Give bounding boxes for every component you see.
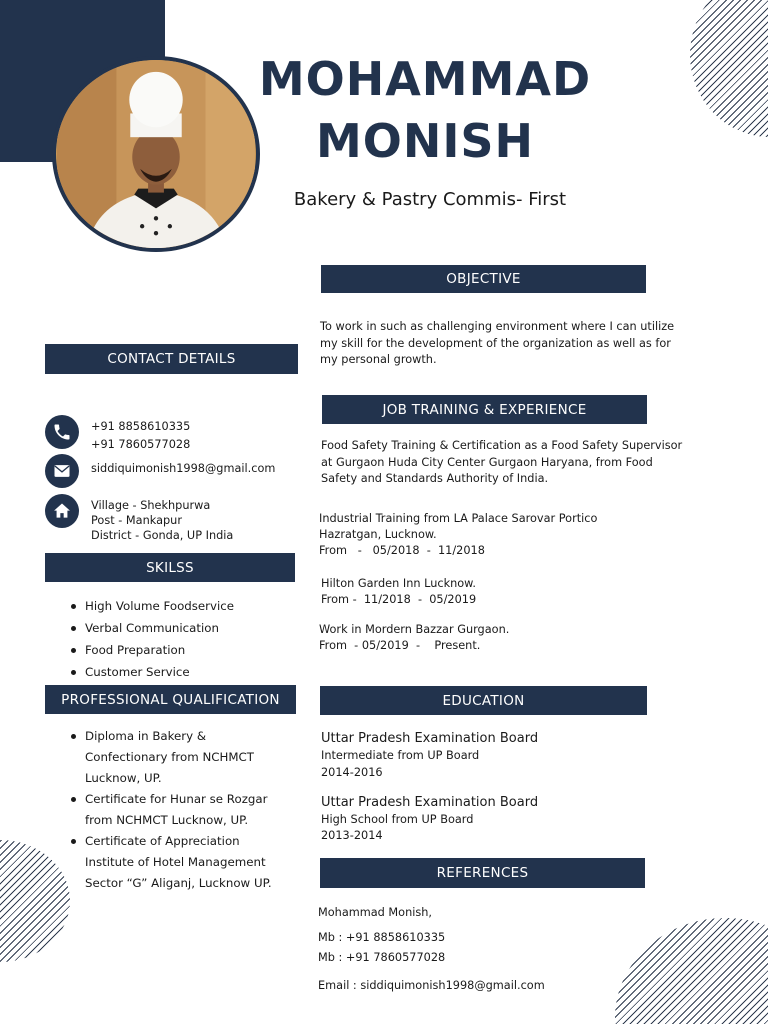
decorative-hatched-circle-bottom-left (0, 840, 70, 962)
job-title: Bakery & Pastry Commis- First (293, 189, 567, 210)
experience-entry-1: Food Safety Training & Certification as a Food Safety Supervisor at Gurgaon Huda City Center Gurgaon Haryana, from Food Safety and Standards Authority of India. (321, 439, 683, 485)
contact-details-heading: CONTACT DETAILS (45, 344, 298, 374)
mail-icon (45, 454, 79, 488)
list-item: Diploma in Bakery & Confectionary from NCHMCT Lucknow, UP. (68, 726, 280, 789)
phone-number-1[interactable]: +91 8858610335 (91, 420, 191, 433)
objective-text: To work in such as challenging environment where I can utilize my skill for the development of the organization as well as for my personal growth. (320, 320, 675, 366)
list-item: Certificate of Appreciation Institute of Hotel Management Sector “G” Aliganj, Lucknow UP. (68, 831, 280, 894)
address-line-2: Post - Mankapur (91, 514, 182, 527)
list-item: High Volume Foodservice (68, 595, 298, 617)
list-item: Certificate for Hunar se Rozgar from NCHMCT Lucknow, UP. (68, 789, 280, 831)
reference-mobile-1[interactable]: Mb : +91 8858610335 (318, 931, 446, 944)
education-board-1: Uttar Pradesh Examination Board (321, 731, 539, 746)
experience-entry-4-dates: From - 05/2019 - Present. (319, 639, 481, 652)
experience-entry-2-title: Industrial Training from LA Palace Sarovar Portico (319, 512, 598, 525)
name-first-line: MOHAMMAD (258, 52, 592, 106)
list-item: Customer Service (68, 661, 298, 683)
chef-portrait-illustration (56, 60, 256, 248)
home-icon (45, 494, 79, 528)
experience-entry-2-location: Hazratgan, Lucknow. (319, 528, 437, 541)
experience-entry-2-dates: From - 05/2018 - 11/2018 (319, 544, 485, 557)
references-heading: REFERENCES (320, 858, 645, 888)
name-second-line: MONISH (315, 114, 535, 168)
education-years-2: 2013-2014 (321, 829, 383, 842)
phone-icon (45, 415, 79, 449)
qualifications-list (68, 726, 280, 894)
decorative-hatched-circle-bottom-right (615, 918, 768, 1024)
list-item: Food Preparation (68, 639, 298, 661)
professional-qualification-heading: PROFESSIONAL QUALIFICATION (45, 685, 296, 714)
experience-entry-3-title: Hilton Garden Inn Lucknow. (321, 577, 476, 590)
experience-entry-4-title: Work in Mordern Bazzar Gurgaon. (319, 623, 510, 636)
phone-number-2[interactable]: +91 7860577028 (91, 438, 191, 451)
contact-email[interactable]: siddiquimonish1998@gmail.com (91, 462, 276, 475)
education-board-2: Uttar Pradesh Examination Board (321, 795, 539, 810)
address-line-1: Village - Shekhpurwa (91, 499, 211, 512)
education-detail-1: Intermediate from UP Board (321, 749, 480, 762)
profile-photo (52, 56, 260, 252)
experience-entry-3-dates: From - 11/2018 - 05/2019 (321, 593, 477, 606)
skills-list (68, 595, 298, 683)
reference-name: Mohammad Monish, (318, 906, 433, 919)
job-training-experience-heading: JOB TRAINING & EXPERIENCE (322, 395, 647, 424)
reference-email[interactable]: Email : siddiquimonish1998@gmail.com (318, 979, 545, 992)
list-item: Verbal Communication (68, 617, 298, 639)
education-years-1: 2014-2016 (321, 766, 383, 779)
reference-mobile-2[interactable]: Mb : +91 7860577028 (318, 951, 446, 964)
address-line-3: District - Gonda, UP India (91, 529, 234, 542)
skills-heading: SKILSS (45, 553, 295, 582)
education-detail-2: High School from UP Board (321, 813, 474, 826)
objective-heading: OBJECTIVE (321, 265, 646, 293)
decorative-hatched-circle-top-right (690, 0, 768, 137)
education-heading: EDUCATION (320, 686, 647, 715)
